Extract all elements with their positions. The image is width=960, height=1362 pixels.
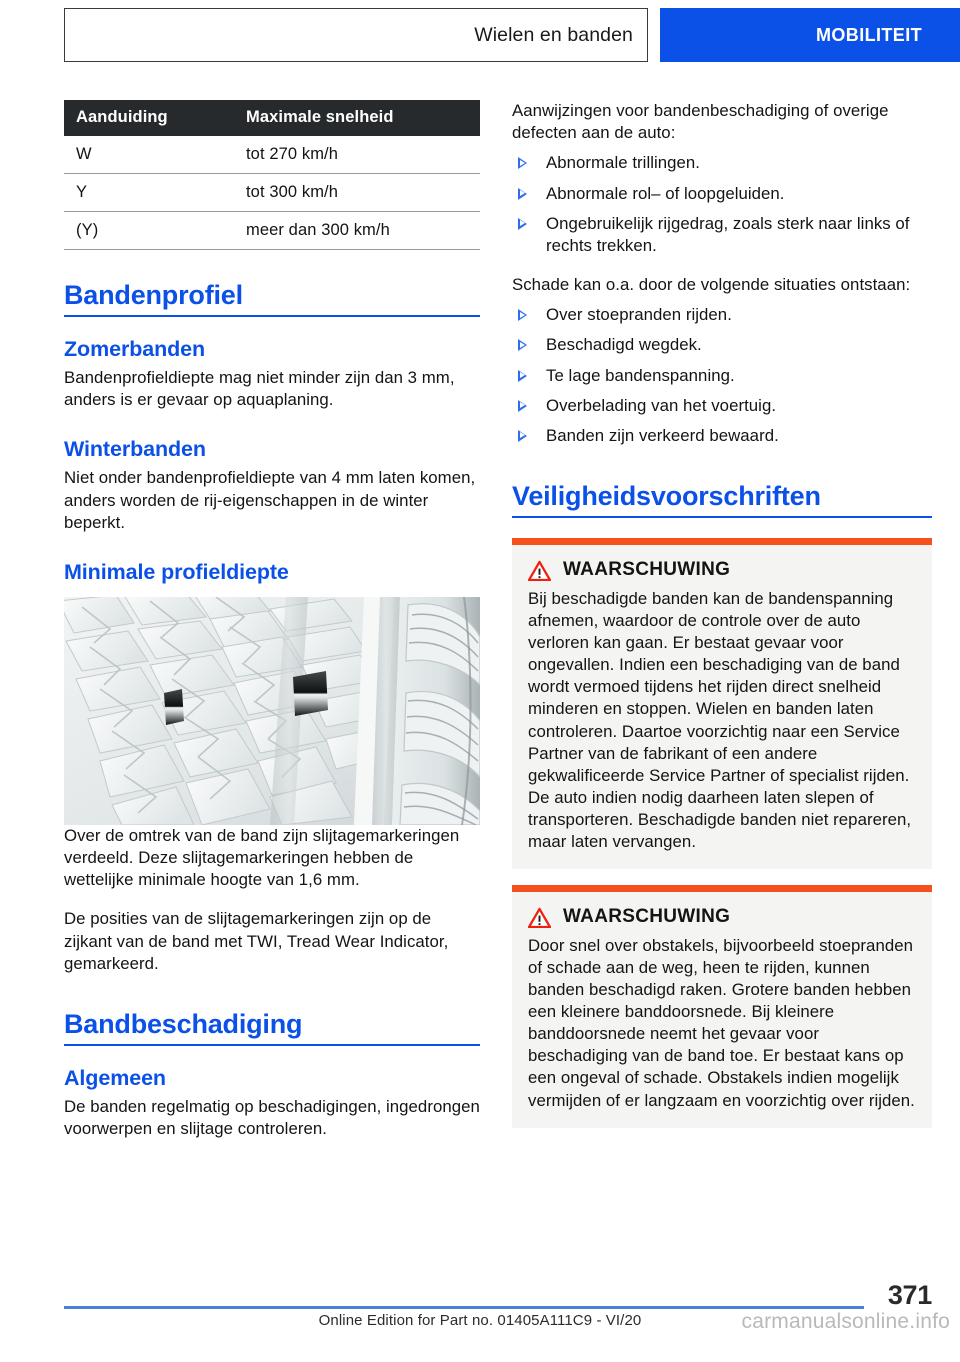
triangle-bullet-icon (518, 218, 527, 230)
list-item (512, 304, 932, 326)
section-heading-bandbeschadiging: Bandbeschadiging (64, 1009, 480, 1046)
warning-text: Bij beschadigde banden kan de bandenspanning afnemen, waardoor de controle over de auto verloren kan gaan. Er bestaat gevaar voor ongevallen. Indien een beschadiging van de band wordt vermoed tijdens het rijden direct snelheid minderen en stoppen. Wielen en banden laten controleren. Daartoe voorzichtig naar een Service Partner van de fabrikant of een andere gekwalificeerde Service Partner of specialist rijden. De auto indien nodig daarheen laten slepen of transporteren. Beschadigde banden niet repareren, maar laten vervangen. (528, 589, 912, 851)
triangle-bullet-icon (518, 339, 527, 351)
list-item-label: Te lage bandenspanning. (546, 365, 735, 385)
paragraph-slijtagemarkeringen-1: Over de omtrek van de band zijn slijtagemarkeringen verdeeld. Deze slijtagemarkeringen hebben de wettelijke minimale hoogte van 1,6 mm. (64, 825, 460, 890)
warning-box-content (512, 545, 932, 869)
bullet-list-damage-causes (512, 304, 932, 447)
header-section-box (64, 8, 648, 62)
warning-box-accent-bar (512, 538, 932, 545)
triangle-bullet-icon (518, 188, 527, 200)
list-item-label: Beschadigd wegdek. (546, 335, 702, 355)
header-chapter-tab (660, 8, 960, 62)
triangle-bullet-icon (518, 400, 527, 412)
list-item (512, 425, 932, 447)
list-item-label: Banden zijn verkeerd bewaard. (546, 425, 779, 445)
footer-edition-text: Online Edition for Part no. 01405A111C9 - VI/20 (318, 1312, 642, 1329)
header-section-title: Wielen en banden (474, 23, 633, 46)
page-number: 371 (887, 1280, 932, 1310)
list-item-label: Overbelading van het voertuig. (546, 395, 777, 415)
list-item (512, 152, 932, 174)
subheading-zomerbanden: Zomerbanden (64, 337, 206, 361)
page-header (0, 0, 960, 70)
table-row (64, 136, 480, 174)
table-header-row (64, 100, 480, 136)
warning-label: WAARSCHUWING (563, 906, 731, 927)
footer-divider (64, 1306, 864, 1309)
warning-triangle-icon (528, 560, 551, 581)
table-cell-code: W (64, 136, 236, 174)
table-cell-speed: tot 300 km/h (236, 174, 480, 212)
warning-box (512, 538, 932, 869)
list-item-label: Ongebruikelijk rijgedrag, zoals sterk naar links of rechts trekken. (546, 213, 910, 255)
bullet-list-damage-signs (512, 152, 932, 257)
right-column (512, 100, 932, 1128)
table-cell-speed: tot 270 km/h (236, 136, 480, 174)
paragraph-winterbanden: Niet onder bandenprofieldiepte van 4 mm laten komen, anders worden de rij-eigenschappen in de winter beperkt. (64, 468, 476, 532)
speed-rating-table (64, 100, 480, 250)
triangle-bullet-icon (518, 370, 527, 382)
subheading-algemeen: Algemeen (64, 1065, 166, 1090)
table-header-cell-snelheid: Maximale snelheid (236, 100, 480, 136)
warning-title-row (528, 559, 916, 581)
warning-triangle-icon (528, 907, 551, 928)
table-cell-speed: meer dan 300 km/h (236, 212, 480, 250)
warning-title-row (528, 906, 916, 928)
header-chapter-label: MOBILITEIT (816, 24, 922, 45)
list-item (512, 183, 932, 205)
list-item-label: Abnormale rol– of loopgeluiden. (546, 183, 785, 203)
table-cell-code: Y (64, 174, 236, 212)
table-cell-code: (Y) (64, 212, 236, 250)
triangle-bullet-icon (518, 157, 527, 169)
paragraph-intro-damage-signs: Aanwijzingen voor bandenbeschadiging of overige defecten aan de auto: (512, 101, 889, 143)
page-footer (0, 1272, 960, 1362)
warning-box-content (512, 892, 932, 1128)
table-row (64, 174, 480, 212)
list-item (512, 365, 932, 387)
paragraph-algemeen: De banden regelmatig op beschadigingen, ingedrongen voorwerpen en slijtage controleren. (64, 1096, 480, 1139)
warning-box (512, 885, 932, 1128)
triangle-bullet-icon (518, 430, 527, 442)
tire-tread-wear-indicator-illustration (64, 597, 480, 825)
warning-text: Door snel over obstakels, bijvoorbeeld stoepranden of schade aan de weg, heen te rijden, kunnen banden beschadigd raken. Grotere banden hebben een kleinere banddoorsnede. Bij kleinere banddoorsnede neemt het gevaar voor beschadiging van de band toe. Er bestaat kans op een ongeval of schade. Obstakels indien mogelijk vermijden of er langzaam en voorzichtig over rijden. (528, 936, 915, 1110)
list-item (512, 395, 932, 417)
watermark-text: carmanualsonline.info (741, 1310, 950, 1333)
warning-label: WAARSCHUWING (563, 559, 731, 581)
list-item-label: Abnormale trillingen. (546, 153, 701, 173)
section-heading-veiligheidsvoorschriften: Veiligheidsvoorschriften (512, 481, 932, 518)
subheading-minimale-profieldiepte: Minimale profieldiepte (64, 559, 289, 584)
paragraph-intro-damage-causes: Schade kan o.a. door de volgende situaties ontstaan: (512, 275, 911, 295)
table-row (64, 212, 480, 250)
list-item-label: Over stoepranden rijden. (546, 305, 732, 325)
left-column (64, 100, 480, 1140)
section-heading-bandenprofiel: Bandenprofiel (64, 280, 480, 317)
paragraph-zomerbanden: Bandenprofieldiepte mag niet minder zijn dan 3 mm, anders is er gevaar op aquaplaning. (64, 368, 455, 410)
list-item (512, 334, 932, 356)
paragraph-slijtagemarkeringen-2: De posities van de slijtagemarkeringen zijn op de zijkant van de band met TWI, Tread Wear Indicator, gemarkeerd. (64, 909, 449, 973)
triangle-bullet-icon (518, 309, 527, 321)
warning-box-accent-bar (512, 885, 932, 892)
list-item (512, 213, 932, 257)
table-header-cell-aanduiding: Aanduiding (64, 100, 236, 136)
subheading-winterbanden: Winterbanden (64, 437, 206, 462)
